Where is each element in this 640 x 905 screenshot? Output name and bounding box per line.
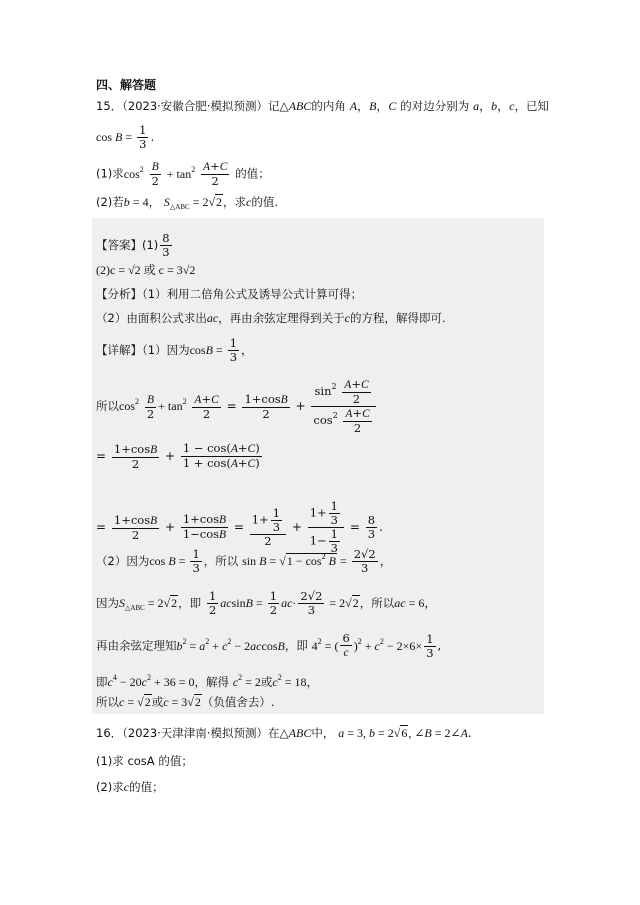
detail-part2-line1: （2）因为cos B = $\frac{1}{3}$ ，所以 $\sin B = √1 - \cos^2 B$ = $\frac{2√2}{3}$ ， [96, 547, 392, 575]
detail-area-line: 因为$S_{\triangle ABC} = 2√2$，即 $\frac{1}{2}$ acsinB = $\frac{1}{2}$ ac· $\frac{2√2}{3}$ = 2√2，所以ac = 6， [96, 589, 437, 617]
question-16-stem: 16．（2023·天津津南·模拟预测）在△ABC中， a = 3, b = 2√6, ∠B = 2∠A. [96, 726, 472, 740]
question-15-part2: (2)若b = 4， $S_{\triangle ABC} = 2√2$，求c的值. [96, 195, 279, 211]
analysis-line1: 【分析】（1）利用二倍角公式及诱导公式计算可得； [96, 287, 363, 301]
question-16-part1: (1)求 cosA 的值； [96, 754, 193, 768]
section-title: 四、解答题 [96, 78, 157, 92]
detail-cosine-law-line: 再由余弦定理知$b^2 = a^2 + c^2 - 2accosB$，即 $4^2$ = ( $\frac{6}{c}$ )$^2 + c^2 - 2\times 6\times$ $\frac{1}{3}$ , [96, 631, 442, 660]
analysis-line2: （2）由面积公式求出ac，再由余弦定理得到关于c的方程，解得即可. [96, 311, 446, 325]
question-15-part1: (1)求$\cos^2$ $\frac{B}{2}$ + $\tan^2$ $\frac{A+C}{2}$ 的值； [96, 159, 270, 188]
question-15-stem: 15．（2023·安徽合肥·模拟预测）记△ABC的内角 A，B，C 的对边分别为 a，b，c，已知 [96, 99, 549, 113]
question-16-part2: (2)求c的值； [96, 780, 164, 794]
cos-b-given: cos B = $\frac{1}{3}$ . [96, 123, 155, 151]
detail-line3: = $\frac{1+\cos B}{2}$ + $\frac{1 - \cos(A+C)}{1 + \cos(A+C)}$ [96, 441, 260, 471]
detail-line1: 【详解】（1）因为cosB = $\frac{1}{3}$ ， [96, 336, 254, 364]
answer-part1: 【答案】(1) $\frac{8}{3}$ [96, 231, 170, 259]
detail-line2: 所以$\cos^2$ $\frac{B}{2}$ + $\tan^2$ $\frac{A+C}{2}$ = $\frac{1+\cos B}{2}$ + $\sin^2$ $\frac{A+C}{2}$ $\cos^2$ $\frac{A+C}{2}$ [96, 378, 378, 435]
detail-final-line: 所以c = √2或c = 3√2（负值舍去）. [96, 695, 275, 709]
detail-line4: = $\frac{1+\cos B}{2}$ + $\frac{1+\cos B}{1-\cos B}$ = 1+ $\frac{1}{3}$ 2 + 1+ $\frac{1}{3}$ 1− $\frac{1}{3}$ = $\frac{8}{3}$ . [96, 499, 383, 555]
answer-part2: (2)c = √2 或 c = 3√2 [96, 263, 196, 277]
detail-equation-line: 即$c^4 - 20c^2 + 36 = 0$，解得 $c^2 = 2$或$c^2 = 18$， [96, 673, 319, 689]
